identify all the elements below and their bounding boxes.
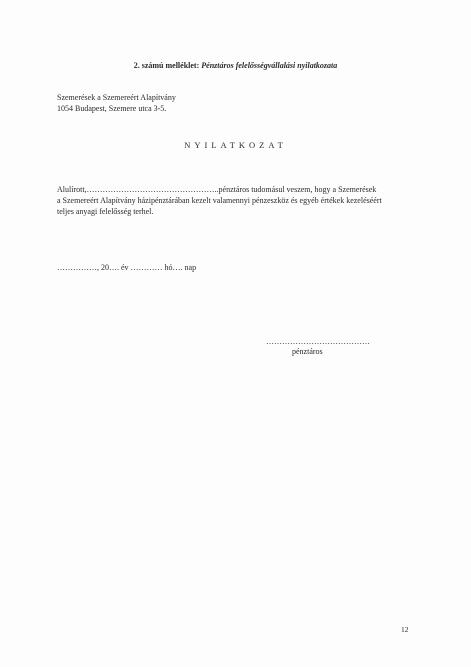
signature-label: pénztáros — [292, 347, 323, 356]
body-line-3: teljes anyagi felelősség terhel. — [57, 207, 154, 216]
organization-street: 1054 Budapest, Szemere utca 3-5. — [57, 104, 167, 113]
title-annex-name: Pénztáros felelősségvállalási nyilatkozata — [201, 61, 338, 70]
page-number: 12 — [401, 625, 409, 634]
organization-name: Szemerések a Szemereért Alapítvány — [57, 93, 176, 102]
organization-address — [57, 92, 176, 114]
date-line: ……………, 20…. év ………… hó…. nap — [57, 263, 197, 272]
body-line-1: Alulírott,…………………………………………..pénztáros tudomásul veszem, hogy a Szemerések — [57, 185, 377, 194]
declaration-body — [57, 184, 415, 217]
body-line-2: a Szemereért Alapítvány házipénztárában kezelt valamennyi pénzeszköz és egyéb értékek kezeléséért — [57, 196, 382, 205]
title-annex-number: 2. számú melléklet: — [133, 61, 200, 70]
declaration-heading: NYILATKOZAT — [184, 140, 287, 150]
document-title — [0, 61, 471, 70]
signature-line: ………………………………… — [266, 337, 370, 346]
